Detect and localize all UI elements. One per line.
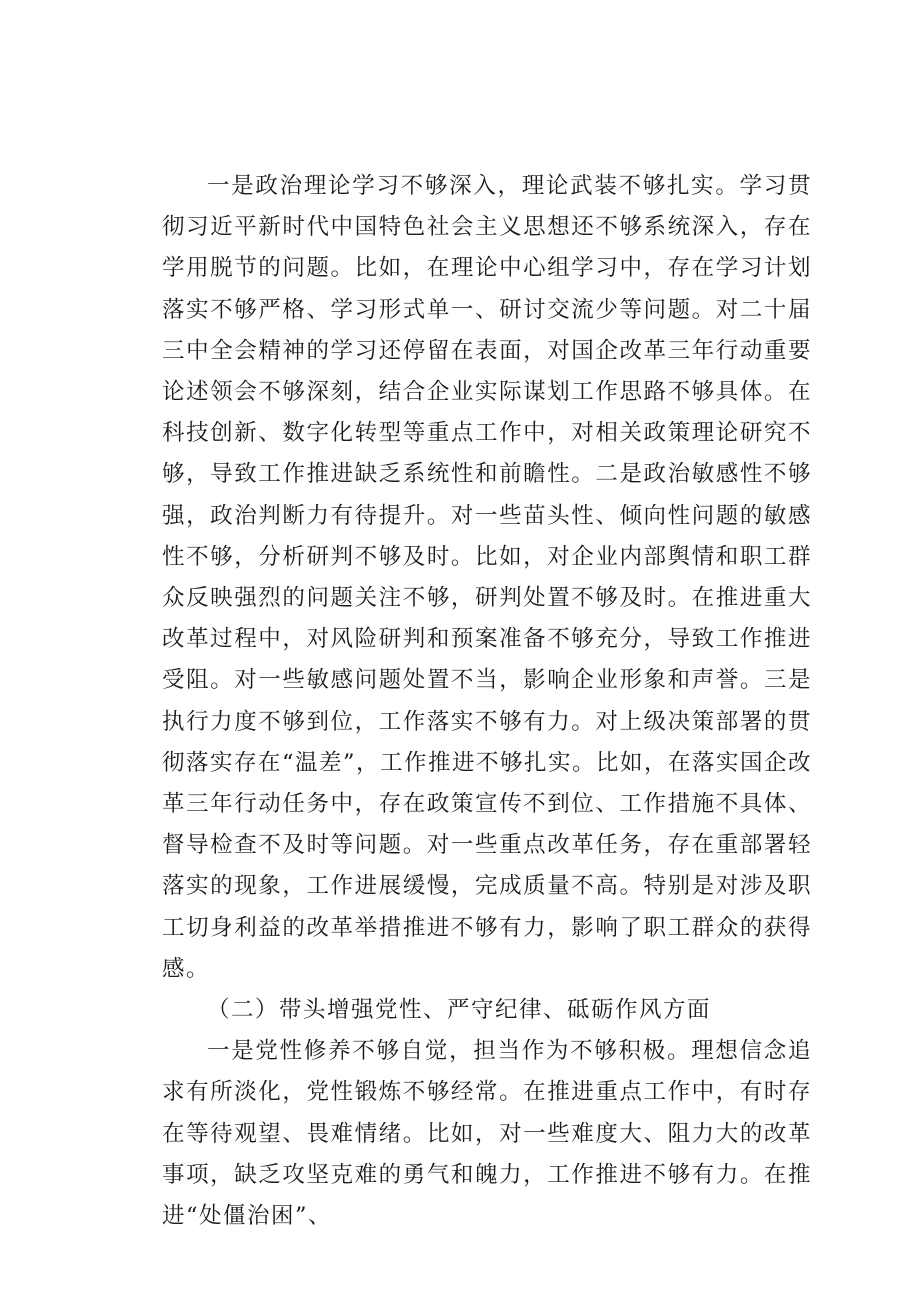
section-heading-party-spirit: （二）带头增强党性、严守纪律、砥砺作风方面: [207, 997, 712, 1024]
document-body: [162, 166, 812, 1237]
paragraph-party-cultivation: 一是党性修养不够自觉，担当作为不够积极。理想信念追求有所淡化，党性锻炼不够经常。在推进重点工作中，有时存在等待观望、畏难情绪。比如，对一些难度大、阻力大的改革事项，缺乏攻坚克难的勇气和魄力，工作推进不够有力。在推进“处僵治困”、: [162, 1038, 812, 1230]
paragraph-political-theory: 一是政治理论学习不够深入，理论武装不够扎实。学习贯彻习近平新时代中国特色社会主义思想还不够系统深入，存在学用脱节的问题。比如，在理论中心组学习中，存在学习计划落实不够严格、学习形式单一、研讨交流少等问题。对二十届三中全会精神的学习还停留在表面，对国企改革三年行动重要论述领会不够深刻，结合企业实际谋划工作思路不够具体。在科技创新、数字化转型等重点工作中，对相关政策理论研究不够，导致工作推进缺乏系统性和前瞻性。二是政治敏感性不够强，政治判断力有待提升。对一些苗头性、倾向性问题的敏感性不够，分析研判不够及时。比如，对企业内部舆情和职工群众反映强烈的问题关注不够，研判处置不够及时。在推进重大改革过程中，对风险研判和预案准备不够充分，导致工作推进受阻。对一些敏感问题处置不当，影响企业形象和声誉。三是执行力度不够到位，工作落实不够有力。对上级决策部署的贯彻落实存在“温差”，工作推进不够扎实。比如，在落实国企改革三年行动任务中，存在政策宣传不到位、工作措施不具体、督导检查不及时等问题。对一些重点改革任务，存在重部署轻落实的现象，工作进展缓慢，完成质量不高。特别是对涉及职工切身利益的改革举措推进不够有力，影响了职工群众的获得感。: [162, 173, 813, 982]
